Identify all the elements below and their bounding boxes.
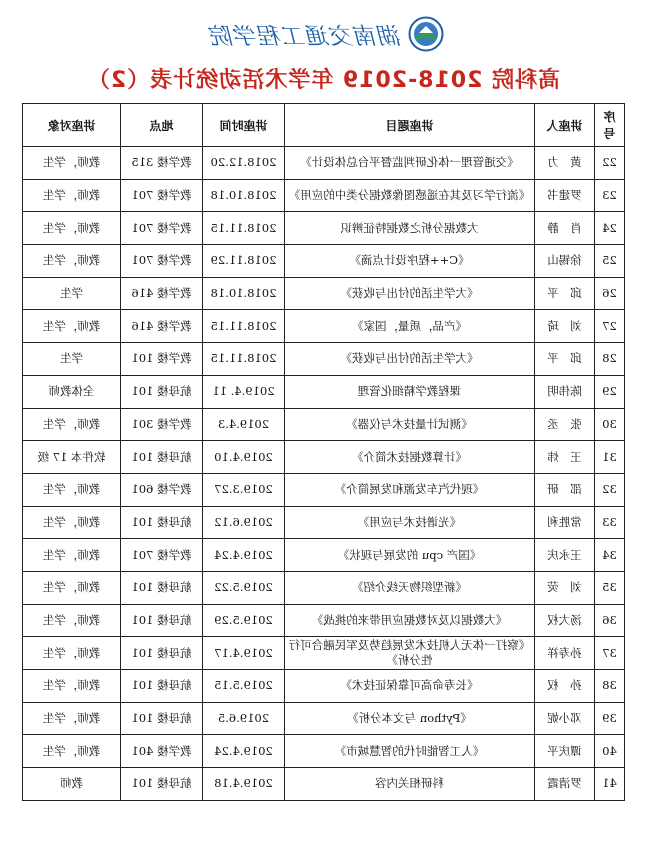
cell-audience: 教师，学生	[23, 212, 121, 245]
table-row	[23, 670, 625, 703]
cell-time: 2019.6.5	[203, 702, 285, 735]
cell-audience: 学生	[23, 277, 121, 310]
cell-no: 24	[595, 212, 625, 245]
cell-no: 30	[595, 408, 625, 441]
cell-no: 22	[595, 147, 625, 180]
cell-no: 36	[595, 604, 625, 637]
cell-topic: 《新型织物天线介绍》	[285, 571, 535, 604]
cell-audience: 教师，学生	[23, 310, 121, 343]
table-row	[23, 539, 625, 572]
table-header-row	[23, 104, 625, 147]
cell-speaker: 陈伟明	[535, 375, 595, 408]
cell-topic: 《产品，质量，国家》	[285, 310, 535, 343]
table-row	[23, 735, 625, 768]
col-header-topic: 讲座题目	[285, 104, 535, 147]
cell-audience: 教师，学生	[23, 571, 121, 604]
table-row	[23, 408, 625, 441]
cell-audience: 教师	[23, 768, 121, 801]
cell-time: 2019.4.17	[203, 637, 285, 670]
cell-time: 2018.11.29	[203, 245, 285, 278]
cell-topic: 《Python 与文本分析》	[285, 702, 535, 735]
cell-time: 2019.5.22	[203, 571, 285, 604]
table-row	[23, 702, 625, 735]
cell-speaker: 罗清霞	[535, 768, 595, 801]
header	[0, 14, 647, 58]
cell-no: 40	[595, 735, 625, 768]
table-row	[23, 571, 625, 604]
cell-no: 25	[595, 245, 625, 278]
cell-speaker: 邱 平	[535, 277, 595, 310]
cell-audience: 学生	[23, 343, 121, 376]
cell-location: 航母楼 101	[121, 604, 203, 637]
cell-audience: 教师，学生	[23, 735, 121, 768]
cell-time: 2018.11.15	[203, 212, 285, 245]
cell-speaker: 刘 荧	[535, 571, 595, 604]
cell-topic: 《大学生活的付出与收获》	[285, 343, 535, 376]
cell-time: 2018.10.18	[203, 277, 285, 310]
cell-audience: 教师，学生	[23, 539, 121, 572]
cell-location: 教学楼 601	[121, 473, 203, 506]
cell-no: 26	[595, 277, 625, 310]
cell-time: 2019.4. 11	[203, 375, 285, 408]
cell-audience: 教师，学生	[23, 473, 121, 506]
cell-speaker: 邵 研	[535, 473, 595, 506]
cell-speaker: 邱 平	[535, 343, 595, 376]
page-title: 高科院 2018-2019 年学术活动统计表（2）	[86, 68, 561, 93]
cell-no: 29	[595, 375, 625, 408]
cell-topic: 《光谱技术与应用》	[285, 506, 535, 539]
cell-time: 2018.11.15	[203, 310, 285, 343]
cell-location: 教学楼 701	[121, 179, 203, 212]
cell-no: 23	[595, 179, 625, 212]
cell-topic: 《C++程序设计点滴》	[285, 245, 535, 278]
cell-topic: 《国产 cpu 的发展与现状》	[285, 539, 535, 572]
cell-topic: 《察打一体无人机技术发展趋势及军民融合可行性分析》	[285, 637, 535, 670]
cell-speaker: 罗建书	[535, 179, 595, 212]
cell-time: 2019.4.10	[203, 441, 285, 474]
table-row	[23, 637, 625, 670]
cell-topic: 《人工智能时代的智慧城市》	[285, 735, 535, 768]
cell-audience: 教师，学生	[23, 604, 121, 637]
table-row	[23, 604, 625, 637]
cell-audience: 全体教师	[23, 375, 121, 408]
cell-location: 航母楼 101	[121, 670, 203, 703]
cell-topic: 《交通管理一体化研判监督平台总体设计》	[285, 147, 535, 180]
table-row	[23, 343, 625, 376]
cell-time: 2019.3.27	[203, 473, 285, 506]
cell-time: 2019.5.15	[203, 670, 285, 703]
cell-time: 2019.4.24	[203, 539, 285, 572]
cell-no: 27	[595, 310, 625, 343]
table-row	[23, 441, 625, 474]
school-emblem-icon	[408, 16, 444, 52]
table-row	[23, 375, 625, 408]
table-row	[23, 245, 625, 278]
cell-audience: 教师，学生	[23, 179, 121, 212]
cell-time: 2019.4.3	[203, 408, 285, 441]
lecture-table	[22, 103, 625, 801]
cell-time: 2019.6.12	[203, 506, 285, 539]
cell-location: 教学楼 401	[121, 735, 203, 768]
cell-audience: 教师，学生	[23, 702, 121, 735]
table-row	[23, 310, 625, 343]
table-row	[23, 473, 625, 506]
cell-speaker: 王永庆	[535, 539, 595, 572]
table-row	[23, 277, 625, 310]
cell-no: 38	[595, 670, 625, 703]
cell-location: 教学楼 701	[121, 212, 203, 245]
table-row	[23, 212, 625, 245]
cell-location: 航母楼 101	[121, 441, 203, 474]
cell-time: 2019.5.29	[203, 604, 285, 637]
col-header-no: 序号	[595, 104, 625, 147]
cell-audience: 教师，学生	[23, 637, 121, 670]
cell-topic: 《流行学习及其在遥感图像数据分类中的应用》	[285, 179, 535, 212]
cell-time: 2019.4.18	[203, 768, 285, 801]
cell-speaker: 汤大权	[535, 604, 595, 637]
cell-speaker: 谭庆平	[535, 735, 595, 768]
cell-no: 28	[595, 343, 625, 376]
cell-speaker: 肖 静	[535, 212, 595, 245]
cell-audience: 教师，学生	[23, 147, 121, 180]
table-row	[23, 768, 625, 801]
cell-speaker: 张 丞	[535, 408, 595, 441]
cell-location: 教学楼 416	[121, 277, 203, 310]
cell-time: 2019.4.24	[203, 735, 285, 768]
cell-audience: 软件本 17 级	[23, 441, 121, 474]
col-header-location: 地点	[121, 104, 203, 147]
col-header-speaker: 讲座人	[535, 104, 595, 147]
cell-topic: 《计算数据技术简介》	[285, 441, 535, 474]
cell-location: 航母楼 101	[121, 375, 203, 408]
cell-no: 32	[595, 473, 625, 506]
cell-location: 教学楼 701	[121, 245, 203, 278]
cell-topic: 《大学生活的付出与收获》	[285, 277, 535, 310]
cell-topic: 《现代汽车发源和发展简介》	[285, 473, 535, 506]
cell-topic: 课程教学精细化管理	[285, 375, 535, 408]
cell-topic: 《测试计量技术与仪器》	[285, 408, 535, 441]
cell-topic: 《大数据以及对数据应用带来的挑战》	[285, 604, 535, 637]
cell-no: 34	[595, 539, 625, 572]
cell-location: 航母楼 101	[121, 506, 203, 539]
cell-no: 37	[595, 637, 625, 670]
cell-audience: 教师，学生	[23, 670, 121, 703]
cell-speaker: 刘 琦	[535, 310, 595, 343]
cell-no: 41	[595, 768, 625, 801]
cell-no: 35	[595, 571, 625, 604]
school-name: 湖南交通工程学院	[210, 23, 402, 50]
cell-speaker: 常胜利	[535, 506, 595, 539]
cell-audience: 教师，学生	[23, 506, 121, 539]
cell-location: 教学楼 301	[121, 408, 203, 441]
cell-location: 航母楼 101	[121, 702, 203, 735]
table-row	[23, 179, 625, 212]
cell-topic: 《长寿命高可靠保证技术》	[285, 670, 535, 703]
cell-location: 教学楼 416	[121, 310, 203, 343]
cell-speaker: 王 炜	[535, 441, 595, 474]
cell-topic: 科研相关内容	[285, 768, 535, 801]
table-row	[23, 147, 625, 180]
cell-speaker: 邓小妮	[535, 702, 595, 735]
cell-location: 航母楼 101	[121, 637, 203, 670]
cell-speaker: 徐锡山	[535, 245, 595, 278]
cell-no: 33	[595, 506, 625, 539]
cell-location: 教学楼 315	[121, 147, 203, 180]
cell-location: 教学楼 701	[121, 539, 203, 572]
cell-location: 教学楼 101	[121, 343, 203, 376]
cell-audience: 教师，学生	[23, 245, 121, 278]
cell-speaker: 孙寿祥	[535, 637, 595, 670]
cell-no: 31	[595, 441, 625, 474]
col-header-time: 讲座时间	[203, 104, 285, 147]
school-logo	[210, 16, 444, 52]
cell-speaker: 孙 权	[535, 670, 595, 703]
cell-audience: 教师，学生	[23, 408, 121, 441]
table-row	[23, 506, 625, 539]
cell-time: 2018.10.18	[203, 179, 285, 212]
cell-location: 航母楼 101	[121, 571, 203, 604]
cell-location: 航母楼 101	[121, 768, 203, 801]
cell-topic: 大数据分析之数据特征辨识	[285, 212, 535, 245]
cell-speaker: 黄 力	[535, 147, 595, 180]
cell-time: 2018.12.20	[203, 147, 285, 180]
cell-no: 39	[595, 702, 625, 735]
col-header-audience: 讲座对象	[23, 104, 121, 147]
cell-time: 2018.11.15	[203, 343, 285, 376]
